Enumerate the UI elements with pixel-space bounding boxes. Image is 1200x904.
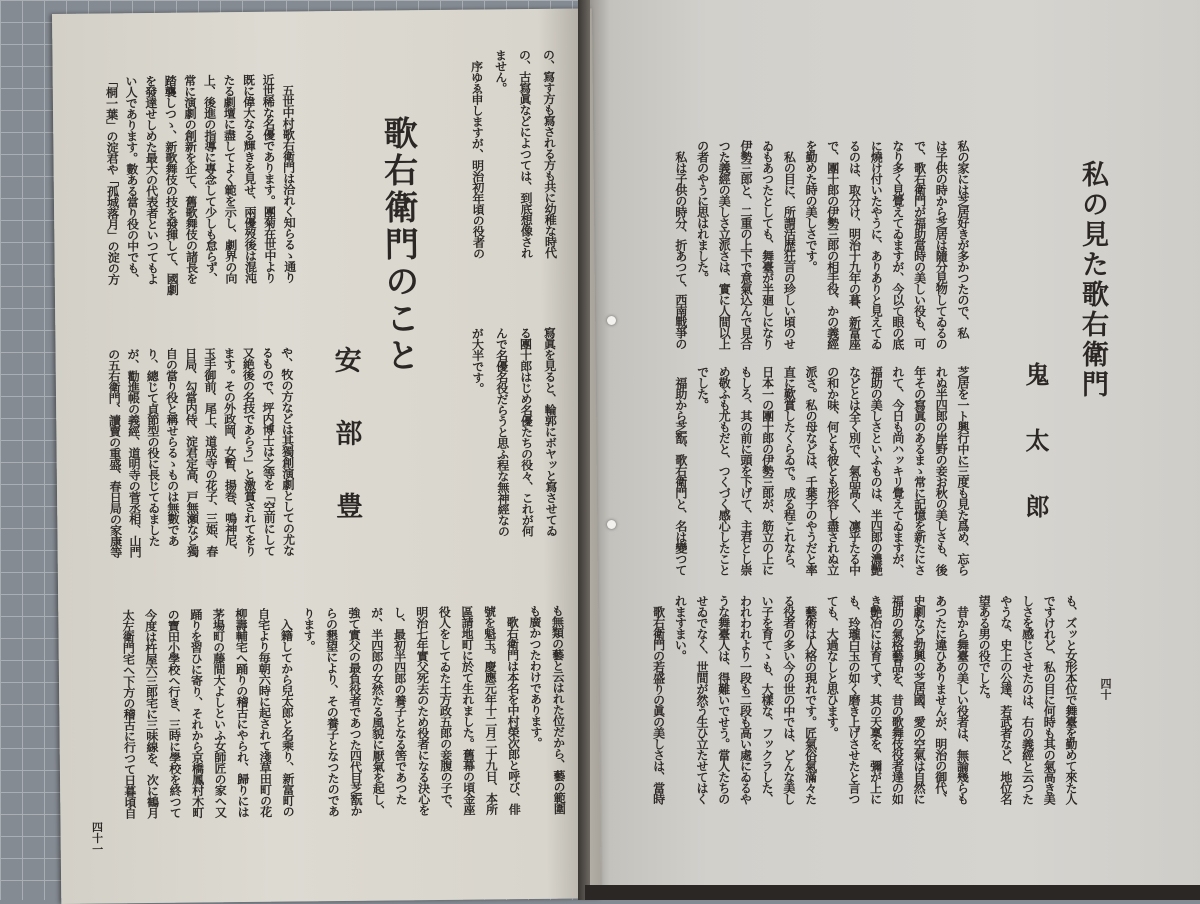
text-column: 柳壽輔宅へ踊りの稽古にやられ、歸りには [233, 607, 251, 818]
text-column: も無類の藝と云はれた位だから、藝の範圍 [550, 604, 567, 814]
text-block-bottom [116, 605, 570, 819]
text-column: ても、大過なしと思ひます。 [825, 595, 840, 738]
text-column: でした。 [695, 366, 710, 410]
text-column: で、團十郎の伊勢三郎の相手役、かの義經 [825, 140, 840, 349]
text-column: 明治七年實父死去のため役者になる決心を [414, 606, 431, 816]
text-column: し、最初半四郎の養子となる筈であつた [392, 606, 409, 805]
text-column: 日局、勾當内侍、淀君定高、戸無瀬など獨 [183, 347, 200, 557]
text-column: も、玲瓏白玉の如く磨き上げさせたと言つ [846, 595, 861, 804]
text-column: 望ある男の役でした。 [977, 595, 992, 705]
text-column: 踏襲しつゝ、新歌舞伎の技を發揮して、國劇 [163, 74, 180, 295]
text-column: 私の目に、所謂活歴狂言の珍しい頃のせ [782, 140, 797, 349]
text-column: しさを感じさせたのは、右の義經と云つた [1020, 595, 1035, 804]
text-column: れて、今日も尚ハッキリ覺えてゐますが、 [890, 366, 905, 575]
page-number: 四十一 [90, 821, 104, 855]
text-column: 福助の氣格藝品を、昔の歌舞伎役者達の如 [890, 595, 905, 804]
text-column: を發達せしめた最大の代表者といつてもよ [143, 74, 160, 285]
text-column: ですけれど、私の目に何時も其の氣高き美 [1042, 595, 1057, 804]
text-column: め敬ふも尤もだと、つくづく感心したこと [717, 366, 732, 575]
text-column: たる劇壇に盡してよく範を示し、劇界の向 [221, 74, 239, 284]
text-column: 年その寫眞のあるまゝ常に記憶を新たにさ [912, 366, 927, 575]
text-column: ます。その外政岡、女暫、揚巻、鳴神尼、 [221, 347, 239, 557]
text-column: 派さ。私の母などは、千葉子のやうだと率 [804, 366, 819, 575]
text-block-top-right [464, 49, 562, 259]
text-column: あつたに違ひありませんが、明治の御代、 [933, 595, 948, 804]
text-column: もしろ、其の前に頭を下げて、主君とし崇 [738, 366, 753, 575]
text-column: 福助から芝翫、歌右衛門と、名は變つて [673, 366, 688, 575]
text-column: れますまい。 [673, 595, 688, 661]
text-column: らの懇望により、その養子となつたのであ [324, 607, 341, 817]
text-column: が、半四郎の女然たる風貌に厭氣を起し、 [369, 606, 386, 816]
text-column: の、古寫眞などによつては、到底想像され [517, 48, 534, 259]
text-column: るもので、坪内博士は之等を「空前にして [260, 346, 277, 556]
text-column: の、寫す方も寫される方も共に幼稚な時代 [541, 48, 558, 258]
text-column: で、歌右衛門が福助當時の美しい役も、可 [912, 140, 927, 349]
text-column: 既に偉大なる輝きを見せ、兩優歿後は混沌 [241, 73, 258, 284]
text-column: 五世中村歌右衛門は洽れく知らるゝ通り [280, 73, 297, 283]
text-column: い人であります。數ある當り役の中でも、 [123, 75, 141, 285]
text-column: る役者の多い今の世の中では、どんな美し [781, 595, 796, 804]
text-column: 芝居を一ト興行中に三度も見た爲め、忘ら [956, 366, 970, 575]
article-title: 歌右衛門のこと [377, 115, 420, 375]
text-column: 寫眞を見ると、輪郭にボヤッと寫させてゐ [542, 326, 559, 536]
text-column: の和か味、何とも彼とも形容し盡されぬ立 [825, 366, 840, 575]
text-column: 今度は杵屋六三郎宅に三味線を、次に鶴月 [143, 608, 160, 819]
text-column: 役人をしてゐた土方政五郎の妾腹の子で、 [437, 605, 454, 815]
text-column: 踊りを習ひに寄り、それから京橋鳳村木町 [188, 608, 205, 818]
text-column: を勤めた時の美しさです。 [804, 140, 819, 272]
text-column: も廣かつたわけであります。 [527, 604, 544, 749]
text-column: る團十郎はじめ名優たちの役々、これが何 [518, 326, 535, 537]
text-column: 強て實父の最負役者であつた四代目芝翫か [346, 606, 364, 816]
text-column: が大半です。 [470, 327, 485, 394]
page-number: 四十 [1099, 678, 1112, 700]
text-column: が、勸進帳の義經、道明寺の菅丞相、山門 [125, 348, 143, 558]
text-column: ません。 [493, 49, 508, 94]
text-column: 太左衛門宅へ下方の稽古に行つて日暮頃自 [120, 609, 138, 819]
text-column: 自の當り役と稱せらるゝものは無數であ [164, 347, 181, 546]
text-column: 茅場町の藤間大よしといふ女師匠の家へ又 [211, 608, 228, 818]
text-column: 又絶後の名技であらう」と激賞されてをり [241, 346, 258, 557]
text-column: 上、後進の指導に專念して少しも怠らず、 [202, 74, 219, 284]
text-column: 「桐一葉」の淀君や「孤城落月」の淀の方 [104, 75, 121, 285]
text-column: 昔から舞臺の美しい役者は、無論幾らも [955, 595, 970, 804]
text-column: き艶冶には育てず、其の天稟を、彌が上に [868, 595, 883, 804]
article-author: 安部豊 [329, 345, 363, 566]
text-block-top-left [101, 73, 299, 295]
text-column: 史劇など勃興の芝居國、愛の空氣は自然に [912, 595, 927, 804]
book-gutter [578, 0, 590, 900]
text-column: に燒け付いたやうに、ありありと見えてゐ [869, 140, 884, 349]
text-column: の寶田小學校へ行き、三時に學校を終つて [166, 608, 183, 818]
text-column: なり多く見覺えてゐますが、今以て眼の底 [890, 140, 905, 349]
text-column: などとは全く別で、氣品高く、凛乎たる中 [847, 366, 862, 575]
page-edge-shadow [585, 885, 1200, 900]
text-column: 藝術は人格の現れです。匠氣俗氣滿々た [803, 595, 818, 804]
text-block-middle-right [465, 327, 563, 537]
text-column: り、總じて貞節型の役に長じてゐました [145, 347, 162, 547]
text-column: 序ゆゑ申しますが、明治初年頃の役者の [469, 49, 486, 259]
text-column: 區請地町に於て生れました。舊幕の頃金座 [459, 605, 477, 815]
left-page [52, 8, 601, 904]
text-column: 私の家には芝居好きが多かつたので、私 [956, 140, 970, 338]
article-title: 私の見た歌右衛門 [1077, 160, 1108, 400]
binding-hole [607, 316, 616, 325]
text-block-middle-left [103, 346, 297, 557]
text-block-middle [669, 366, 973, 575]
text-column: つた義經の美しさ立派さは、實に人間以上 [717, 140, 732, 349]
text-column: れぬ半四郎の岸野の妾お秋の美しさも、後 [934, 366, 949, 575]
text-block-bottom [647, 595, 1081, 804]
text-column: 玉手御前、尾上、道成寺の花子、三姫、春 [202, 347, 219, 557]
text-column: 入籍してから兒太郎と名乘り、新富町の [279, 607, 296, 817]
text-block-top [669, 140, 973, 349]
text-column: 歌右衛門は本名を中村榮次郎と呼び、俳 [505, 605, 522, 815]
text-column: ります。 [301, 607, 317, 652]
text-column: 常に演劇の創新を企て、舊歌舞伎の諸長を [182, 74, 199, 284]
binding-hole [607, 520, 616, 529]
text-column: 歌右衛門の若盛りの眞の美しさは、當時 [651, 595, 666, 804]
text-column: 號を魁玉。慶應元年十二月二十九日、本所 [482, 605, 499, 815]
text-column: は子供の時から芝居は隨分見物してゐるの [934, 140, 949, 349]
text-column: るのは、取分け、明治十九年の暮、新富座 [847, 140, 862, 349]
right-page [585, 0, 1200, 900]
text-column: うな舞臺人は、得難いでせう。當人たちの [716, 595, 731, 804]
text-column: 伊勢三郎と、二重の上下で意氣込んで見合 [738, 140, 753, 349]
text-column: 私は子供の時分、折あつて、西南戰爭の [673, 140, 688, 349]
text-column: 直に歎賞したくらゐで。成る程これなら、 [782, 366, 797, 575]
text-column: 自宅より毎朝六時に起されて淺草田町の花 [256, 607, 273, 817]
text-column: の者のやうに思はれました。 [695, 140, 710, 283]
text-column: 日本一の團十郎の伊勢三郎が、筋立の上に [760, 366, 775, 575]
text-column: やうな、史上の公達、若武者など、地位名 [998, 595, 1013, 804]
text-column: われわれより一段も二段も高い處にゐるや [738, 595, 753, 804]
text-column: も、ズッと女形本位で舞臺を勤めて來た人 [1064, 595, 1078, 804]
text-column: せゐでなく、世間が然う生ひ立たせてはく [695, 595, 710, 804]
text-column: ゐもあつたとしても、舞臺が半廻しになり [760, 140, 775, 349]
text-column: 近世稀な名優であります。團菊在世中より [261, 73, 278, 283]
text-column: 福助の美しさといふものは、半四郎の濃艶 [869, 366, 884, 575]
text-column: い子を育てゝも、大樣な、フックラした、 [760, 595, 775, 804]
text-column: や、牧の方などは其獨創演劇としての尤な [279, 346, 296, 556]
text-column: んで名優名役だらうと思ふ程な無神經なの [494, 327, 511, 537]
article-author: 鬼太郎 [1021, 362, 1050, 560]
text-column: の五右衛門、讀賣の重盛、春日局の家康等 [106, 348, 123, 558]
